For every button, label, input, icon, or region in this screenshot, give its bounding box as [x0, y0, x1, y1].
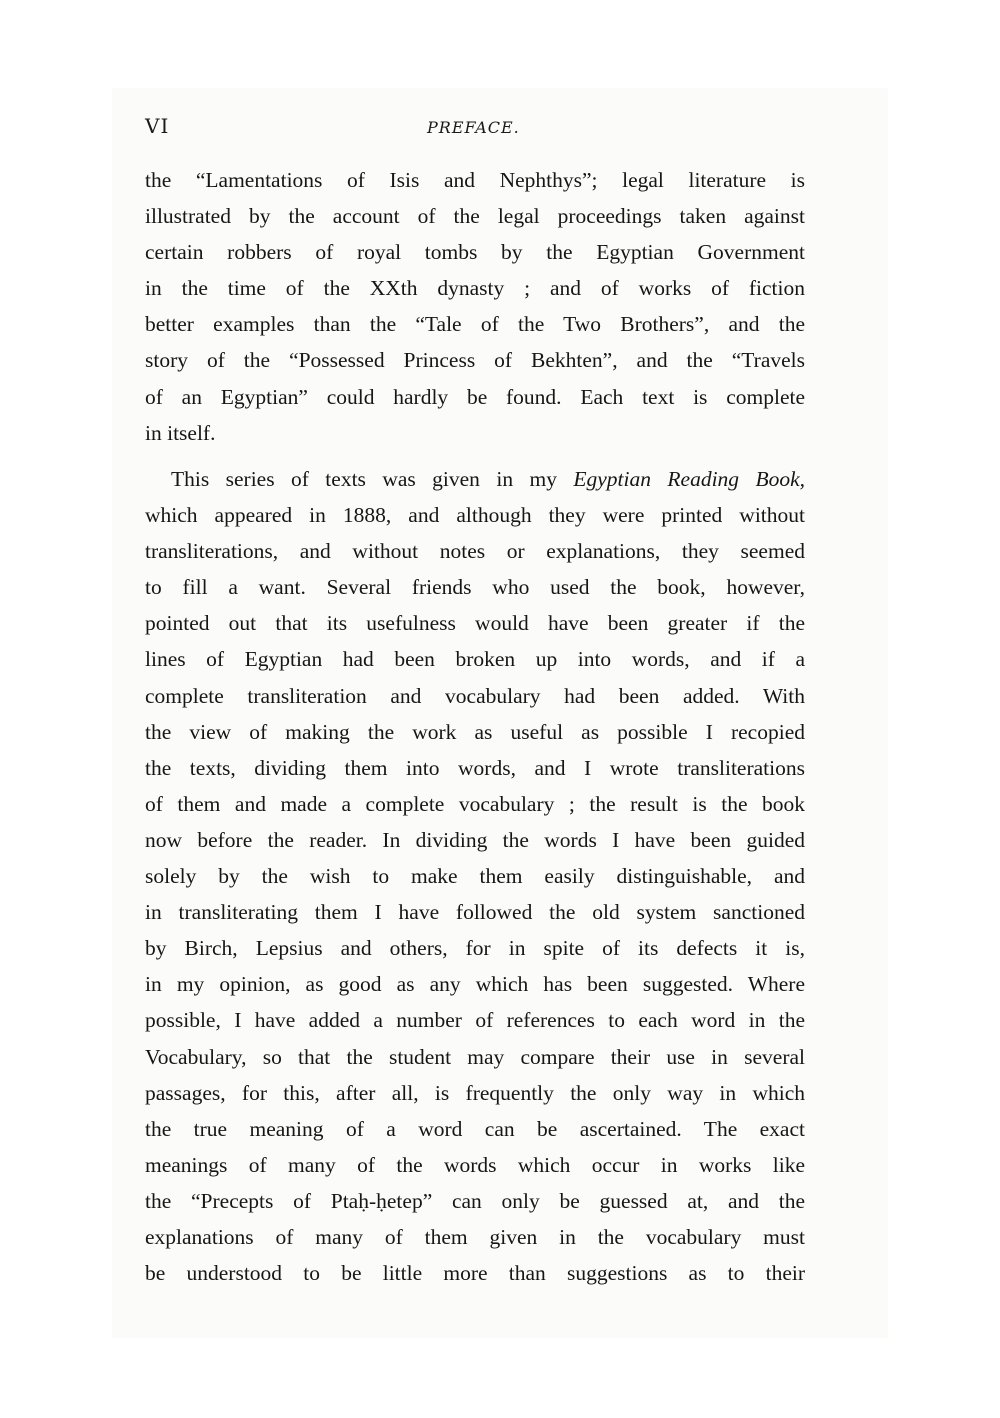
paragraph-1: [145, 162, 805, 451]
text-line: in itself.: [145, 420, 216, 445]
text-line: be understood to be little more than suggestions as to their: [145, 1261, 805, 1286]
book-title-italic: Egyptian Reading Book,: [573, 467, 805, 491]
text-line: lines of Egyptian had been broken up into words, and if a: [145, 647, 805, 672]
text-line: complete transliteration and vocabulary had been added. With: [145, 683, 805, 708]
text-line: explanations of many of them given in the vocabulary must: [145, 1224, 805, 1249]
text-line: possible, I have added a number of references to each word in the: [145, 1008, 805, 1033]
text-line: in my opinion, as good as any which has been suggested. Where: [145, 972, 805, 997]
text-line: which appeared in 1888, and although they were printed without: [145, 503, 805, 528]
page-header: [145, 114, 805, 146]
text-line: by Birch, Lepsius and others, for in spite of its defects it is,: [145, 936, 805, 961]
text-line: of them and made a complete vocabulary ; the result is the book: [145, 791, 805, 816]
text-line: illustrated by the account of the legal proceedings taken against: [145, 204, 805, 229]
text-line: story of the “Possessed Princess of Bekhten”, and the “Travels: [145, 348, 805, 373]
text-line: solely by the wish to make them easily distinguishable, and: [145, 864, 805, 889]
text-line: passages, for this, after all, is frequently the only way in which: [145, 1080, 805, 1105]
text-line: now before the reader. In dividing the words I have been guided: [145, 827, 805, 852]
running-head: PREFACE.: [427, 118, 520, 137]
text-line: in transliterating them I have followed the old system sanctioned: [145, 900, 805, 925]
text-line: the view of making the work as useful as possible I recopied: [145, 719, 805, 744]
text-line: certain robbers of royal tombs by the Egyptian Government: [145, 240, 805, 265]
text-line: the “Lamentations of Isis and Nephthys”; legal literature is: [145, 168, 805, 192]
text-line: Vocabulary, so that the student may compare their use in several: [145, 1044, 805, 1069]
text-line: in the time of the XXth dynasty ; and of works of fiction: [145, 276, 805, 301]
text-line: the “Precepts of Ptaḥ-ḥetep” can only be guessed at, and the: [145, 1188, 805, 1213]
text-line: the true meaning of a word can be ascertained. The exact: [145, 1116, 805, 1141]
page-number: VI: [145, 114, 170, 138]
text-line: transliterations, and without notes or explanations, they seemed: [145, 539, 805, 564]
text-line: to fill a want. Several friends who used the book, however,: [145, 575, 805, 600]
text-line: meanings of many of the words which occur in works like: [145, 1152, 805, 1177]
text-line: of an Egyptian” could hardly be found. Each text is complete: [145, 384, 805, 409]
text-line: the texts, dividing them into words, and I wrote transliterations: [145, 755, 805, 780]
text-line: better examples than the “Tale of the Two Brothers”, and the: [145, 312, 805, 337]
text-line: pointed out that its usefulness would have been greater if the: [145, 611, 805, 636]
text-segment: This series of texts was given in my: [171, 467, 574, 491]
paragraph-2: [145, 461, 805, 1291]
text-line-first: [145, 461, 805, 497]
